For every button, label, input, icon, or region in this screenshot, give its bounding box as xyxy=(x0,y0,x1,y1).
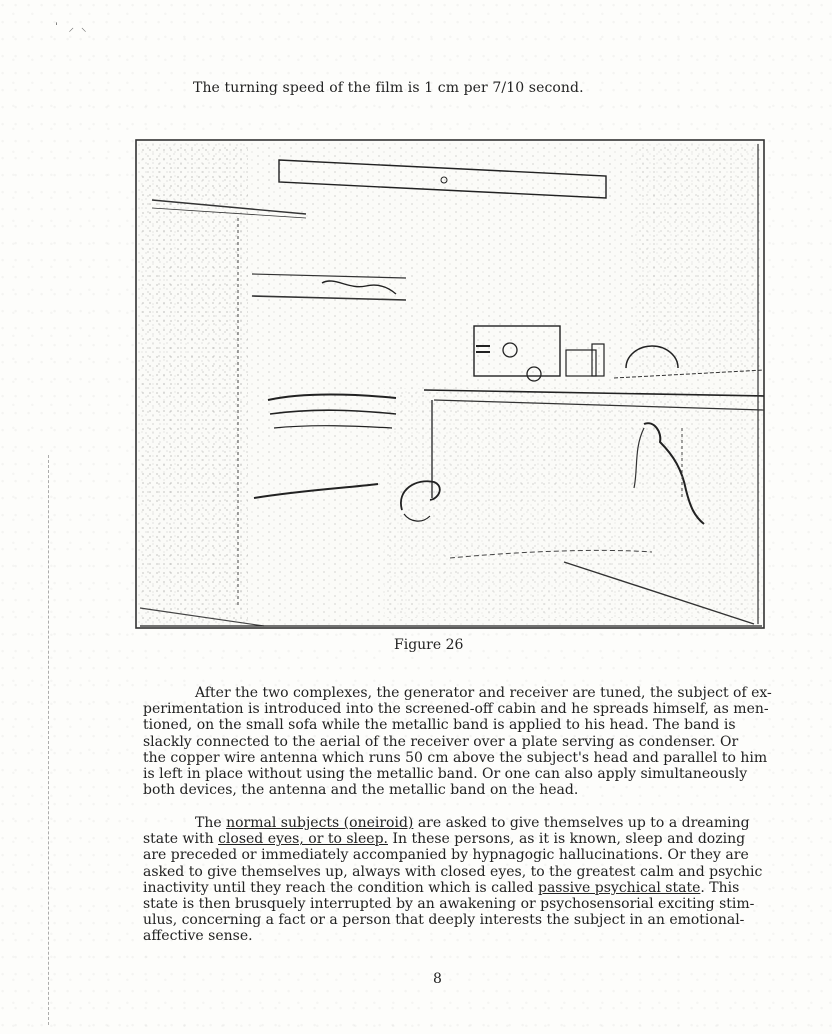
underlined-term-passive-state: passive psychical state xyxy=(537,879,701,896)
paragraph-line xyxy=(143,831,775,847)
page-number: 8 xyxy=(433,971,442,987)
paragraph-line xyxy=(143,880,775,896)
margin-marks: ˈ ⸝ ⸜ xyxy=(55,21,87,34)
paragraph-line: the copper wire antenna which runs 50 cm above the subject's head and parallel to him xyxy=(143,749,768,766)
paragraph-line: both devices, the antenna and the metallic band on the head. xyxy=(143,782,579,799)
paragraph-line: is left in place without using the metallic band. Or one can also apply simultaneously xyxy=(143,766,748,783)
paragraph-line: After the two complexes, the generator and receiver are tuned, the subject of ex- xyxy=(195,685,772,701)
underlined-term-closed-eyes: closed eyes, or to sleep. xyxy=(218,831,388,848)
paragraph-line: are preceded or immediately accompanied by hypnagogic hallucinations. Or they are xyxy=(143,847,749,864)
paragraph-line: affective sense. xyxy=(143,928,253,945)
text-run: . This xyxy=(700,879,740,896)
text-run: state with xyxy=(143,831,219,848)
paragraph-line: asked to give themselves up, always with closed eyes, to the greatest calm and psychic xyxy=(143,863,763,880)
paragraph-line xyxy=(143,815,775,831)
paragraph-line: perimentation is introduced into the screened-off cabin and he spreads himself, as men- xyxy=(143,701,769,718)
underlined-term-normal-subjects: normal subjects (oneiroid) xyxy=(226,815,414,831)
lab-cabin-illustration xyxy=(134,138,766,630)
paragraph-line: ulus, concerning a fact or a person that deeply interests the subject in an emotional- xyxy=(143,912,745,929)
binding-margin-line xyxy=(48,455,50,1025)
text-run: are asked to give themselves up to a dreaming xyxy=(413,815,750,831)
text-run: In these persons, as it is known, sleep and dozing xyxy=(388,831,746,848)
figure-caption: Figure 26 xyxy=(394,637,464,653)
film-speed-caption: The turning speed of the film is 1 cm per 7/10 second. xyxy=(193,80,584,96)
paragraph-line: slackly connected to the aerial of the receiver over a plate serving as condenser. Or xyxy=(143,733,739,750)
paragraph-subject-instructions xyxy=(143,815,775,945)
text-run: inactivity until they reach the condition which is called xyxy=(143,879,538,896)
paragraph-apparatus-setup xyxy=(143,685,775,798)
text-run: The xyxy=(195,815,227,831)
figure-26-photograph xyxy=(134,138,766,630)
paragraph-line: state is then brusquely interrupted by an awakening or psychosensorial exciting stim- xyxy=(143,896,755,913)
paragraph-line: tioned, on the small sofa while the metallic band is applied to his head. The band is xyxy=(143,717,736,734)
